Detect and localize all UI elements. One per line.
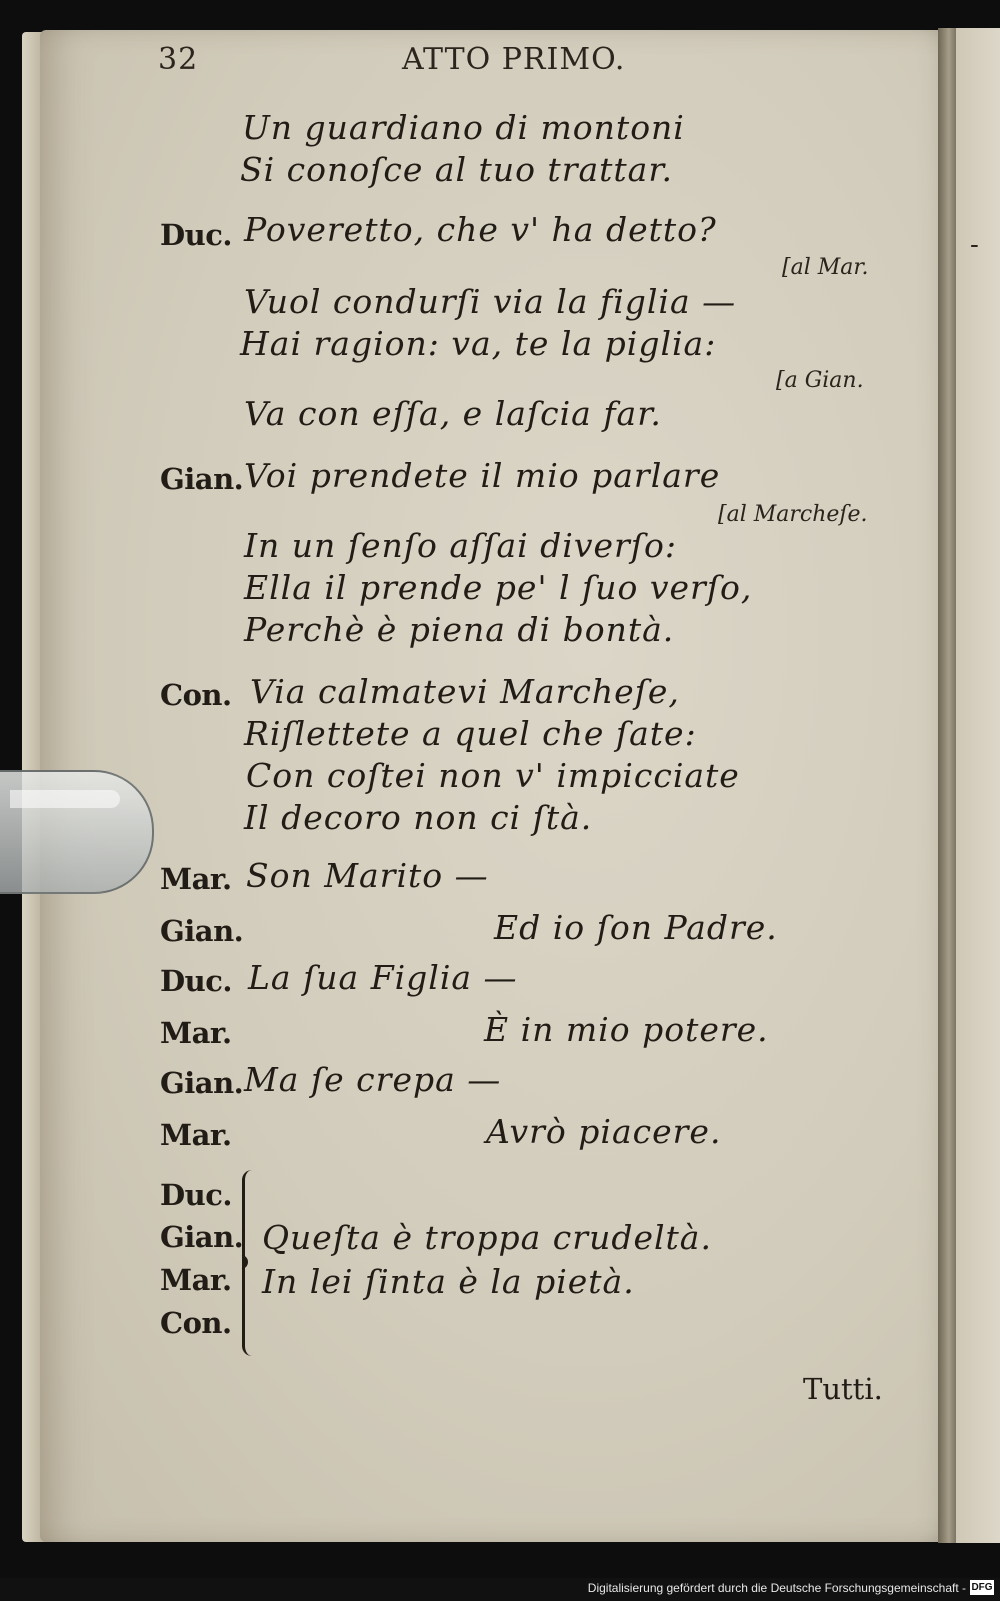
speaker-label: Duc. xyxy=(160,1178,232,1212)
verse-line: Voi prendete il mio parlare xyxy=(244,456,721,495)
facing-page-glyph: - xyxy=(970,230,979,260)
catchword: Tutti. xyxy=(803,1372,883,1406)
speaker-label: Con. xyxy=(160,1306,232,1340)
speaker-label: Duc. xyxy=(160,218,232,252)
stage-direction: [al Marcheſe. xyxy=(718,502,868,527)
verse-line: In un ſenſo aſſai diverſo: xyxy=(244,526,677,565)
verse-line: Ma ſe crepa — xyxy=(244,1060,502,1099)
scanner-clip xyxy=(0,770,154,894)
verse-line: Via calmatevi Marcheſe, xyxy=(250,672,680,711)
speaker-label: Gian. xyxy=(160,462,244,496)
footer-credit: Digitalisierung gefördert durch die Deutsche Forschungsgemeinschaft - xyxy=(587,1581,966,1595)
speaker-label: Gian. xyxy=(160,914,244,948)
book-gutter xyxy=(938,28,956,1543)
verse-line: Queſta è troppa crudeltà. xyxy=(262,1218,712,1257)
running-title: ATTO PRIMO. xyxy=(402,42,626,77)
speaker-label: Gian. xyxy=(160,1066,244,1100)
verse-line: Poveretto, che v' ha detto? xyxy=(244,210,717,249)
verse-line: Ella il prende pe' l ſuo verſo, xyxy=(244,568,753,607)
speaker-label: Con. xyxy=(160,678,232,712)
verse-line: Riſlettete a quel che ſate: xyxy=(244,714,697,753)
verse-line: Un guardiano di montoni xyxy=(242,108,685,147)
scanner-clip-highlight xyxy=(10,790,120,808)
stage-direction: [a Gian. xyxy=(776,368,864,393)
verse-line: Ed io ſon Padre. xyxy=(494,908,778,947)
speaker-label: Gian. xyxy=(160,1220,244,1254)
speaker-label: Mar. xyxy=(160,1118,232,1152)
verse-line: La ſua Figlia — xyxy=(248,958,518,997)
verse-line: Perchè è piena di bontà. xyxy=(244,610,675,649)
verse-line: Hai ragion: va, te la piglia: xyxy=(240,324,717,363)
speaker-label: Mar. xyxy=(160,862,232,896)
verse-line: Va con eſſa, e laſcia far. xyxy=(244,394,662,433)
verse-line: È in mio potere. xyxy=(484,1010,769,1049)
verse-line: Il decoro non ci ſtà. xyxy=(244,798,593,837)
speaker-label: Duc. xyxy=(160,964,232,998)
verse-line: In lei ſinta è la pietà. xyxy=(262,1262,635,1301)
speaker-label: Mar. xyxy=(160,1263,232,1297)
verse-line: Si conoſce al tuo trattar. xyxy=(240,150,673,189)
verse-line: Avrò piacere. xyxy=(486,1112,722,1151)
page-number: 32 xyxy=(158,42,199,77)
verse-line: Son Marito — xyxy=(246,856,489,895)
verse-line: Vuol condurſi via la figlia — xyxy=(244,282,737,321)
speaker-label: Mar. xyxy=(160,1016,232,1050)
stage-direction: [al Mar. xyxy=(782,255,869,280)
dfg-logo: DFG xyxy=(971,1582,993,1593)
verse-line: Con coſtei non v' impicciate xyxy=(246,756,740,795)
